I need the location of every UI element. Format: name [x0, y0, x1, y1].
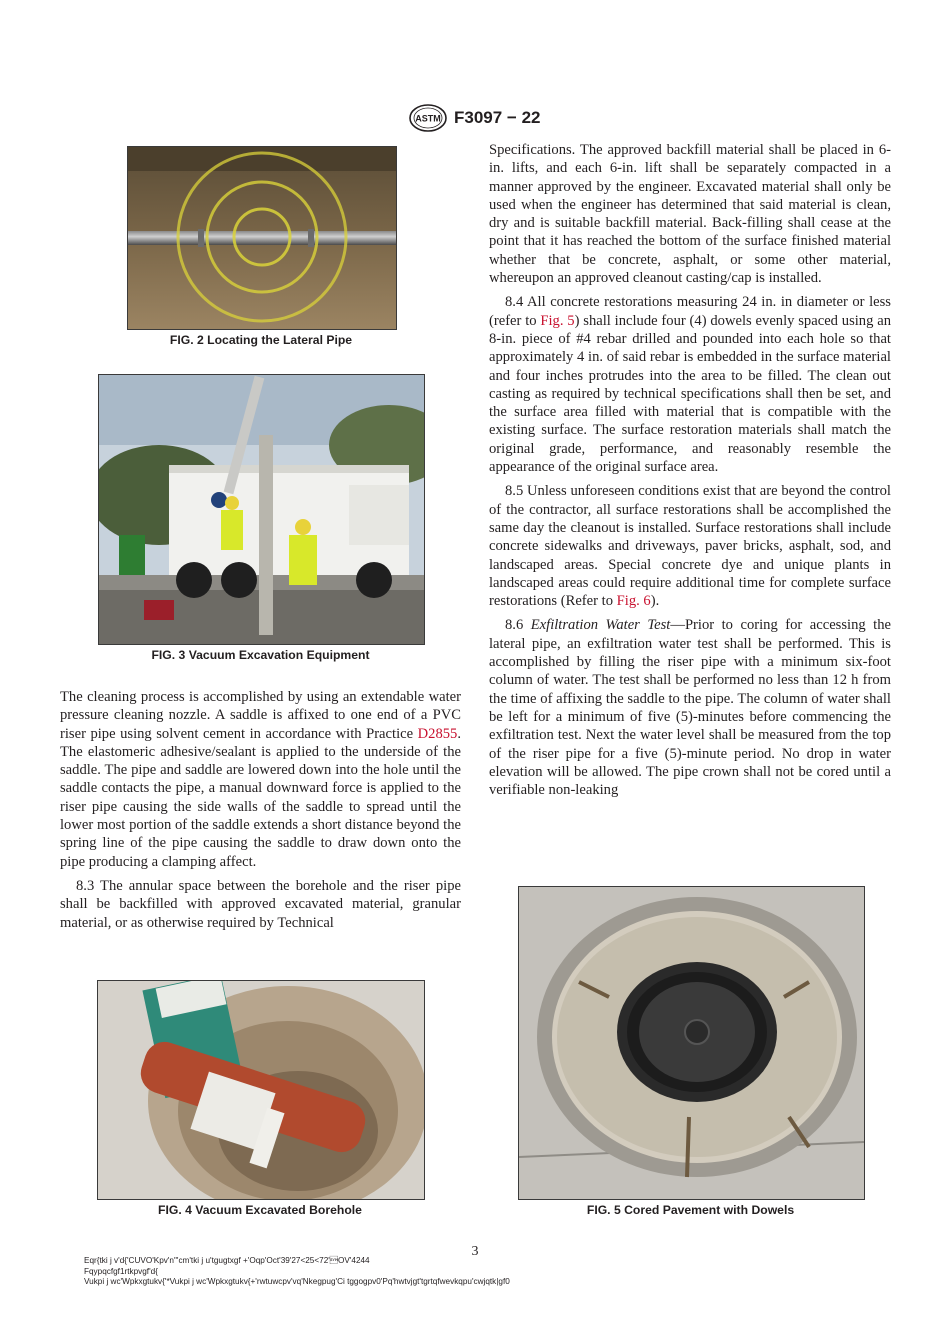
footer-line-3: Vukpi j wc'Wpkxgtukv{'*Vukpi j wc'Wpkxgtukv{+'rwtuwcpv'vq'Nkegpug'Ci tggogpv0'Pq'hwtvjgt'tgrtqfwevkqpu'cwjqtk|gf0	[84, 1277, 510, 1286]
fig4-image	[97, 980, 425, 1200]
fig3-caption: FIG. 3 Vacuum Excavation Equipment	[151, 648, 370, 662]
paragraph-cleaning-process: The cleaning process is accomplished by using an extendable water pressure cleaning nozzle. A saddle is affixed to one end of a PVC riser pipe using solvent cement in accordance with Practice D2855. The elastomeric adhesive/sealant is applied to the underside of the saddle. The pipe and saddle are lowered down into the hole until the saddle contacts the pipe, a manual downward force is applied to the riser pipe causing the side walls of the saddle to spread until the lower most portion of the saddle extends a short distance beyond the spring line of the pipe causing the saddle to draw down onto the pipe producing a clamping affect.	[60, 689, 461, 870]
ref-link-fig6[interactable]: Fig. 6	[616, 593, 651, 610]
paragraph-backfill-continued: Specifications. The approved backfill material shall be placed in 6-in. lifts, and each 6-in. lift shall be separately compacted in a manner approved by the engineer. Excavated material shall only be used when the engineer has determined that said material is clean, dry and is suitable backfill material. Back-filling shall cease at the point that it has reached the bottom of the surface finished material whether that be concrete, asphalt, or some other material, whereupon an approved cleanout casting/cap is installed.	[489, 142, 891, 287]
fig4-caption: FIG. 4 Vacuum Excavated Borehole	[158, 1203, 362, 1217]
ref-link-fig5[interactable]: Fig. 5	[540, 312, 575, 329]
astm-logo-icon	[408, 103, 448, 133]
right-text-column	[489, 141, 891, 799]
footer-line-2: Fqypqcfgf1rtkpvgf'd{	[84, 1266, 158, 1276]
page-header	[408, 102, 541, 134]
paragraph-8-6: 8.6 Exfiltration Water Test—Prior to coring for accessing the lateral pipe, an exfiltration water test shall be performed. This is accomplished by filling the riser pipe with a minimum six-foot column of water. The test shall be performed no less than 12 h from the time of affixing the saddle to the pipe. The column of water shall be left for a minimum of five (5)-minutes before commencing the exfiltration test. Next the water level shall be measured from the top of the riser pipe for a five (5)-minute period. No drop in water elevation will be allowed. The pipe crown shall not be cored until a verifiable non-leaking	[489, 617, 892, 799]
footer-line-1: Eqr{tki j v'd{'CUVO'Kpv'n'"cm'tki j u'tgugtxgf +'Oqp'Oct'39'27<25<72'OV'4244	[84, 1256, 370, 1265]
fig5-caption: FIG. 5 Cored Pavement with Dowels	[586, 1203, 795, 1217]
fig3-image	[98, 374, 425, 645]
standard-designation: F3097 − 22	[454, 108, 541, 127]
paragraph-8-3: 8.3 The annular space between the borehole and the riser pipe shall be backfilled with approved excavated material, granular material, or as otherwise required by Technical	[60, 877, 461, 931]
footer-license	[84, 1256, 510, 1288]
paragraph-8-4: 8.4 All concrete restorations measuring 24 in. in diameter or less (refer to Fig. 5) shall include four (4) dowels evenly spaced using an 8-in. piece of #4 rebar drilled and pounded into each hole so that approximately 4 in. of said rebar is embedded in the surface material and four inches protrudes into the area to be filled. The clean out casting as required by technical specifications shall then be set, and the surface area filled with material that is compatible with the existing surface. The surface restoration materials shall match the original grade, performance, and reasonably resemble the appearance of the original surface area.	[489, 294, 891, 476]
logo-text: ASTM	[415, 113, 441, 124]
page-number: 3	[471, 1244, 479, 1259]
fig5-image	[518, 886, 865, 1200]
fig2-caption: FIG. 2 Locating the Lateral Pipe	[169, 333, 353, 347]
ref-link-d2855[interactable]: D2855	[417, 725, 458, 742]
left-text-column	[60, 688, 461, 932]
paragraph-8-5: 8.5 Unless unforeseen conditions exist that are beyond the control of the contractor, all surface restorations shall be accomplished the same day the cleanout is installed. Surface restorations shall include concrete sidewalks and driveways, paver bricks, asphalt, sod, and landscaped areas. Special concrete dye and unique plants in landscaped areas could require additional time for complete surface restorations (Refer to Fig. 6).	[489, 483, 891, 610]
section-title-exfiltration: Exfiltration Water Test	[530, 617, 671, 634]
fig2-image	[127, 146, 397, 330]
